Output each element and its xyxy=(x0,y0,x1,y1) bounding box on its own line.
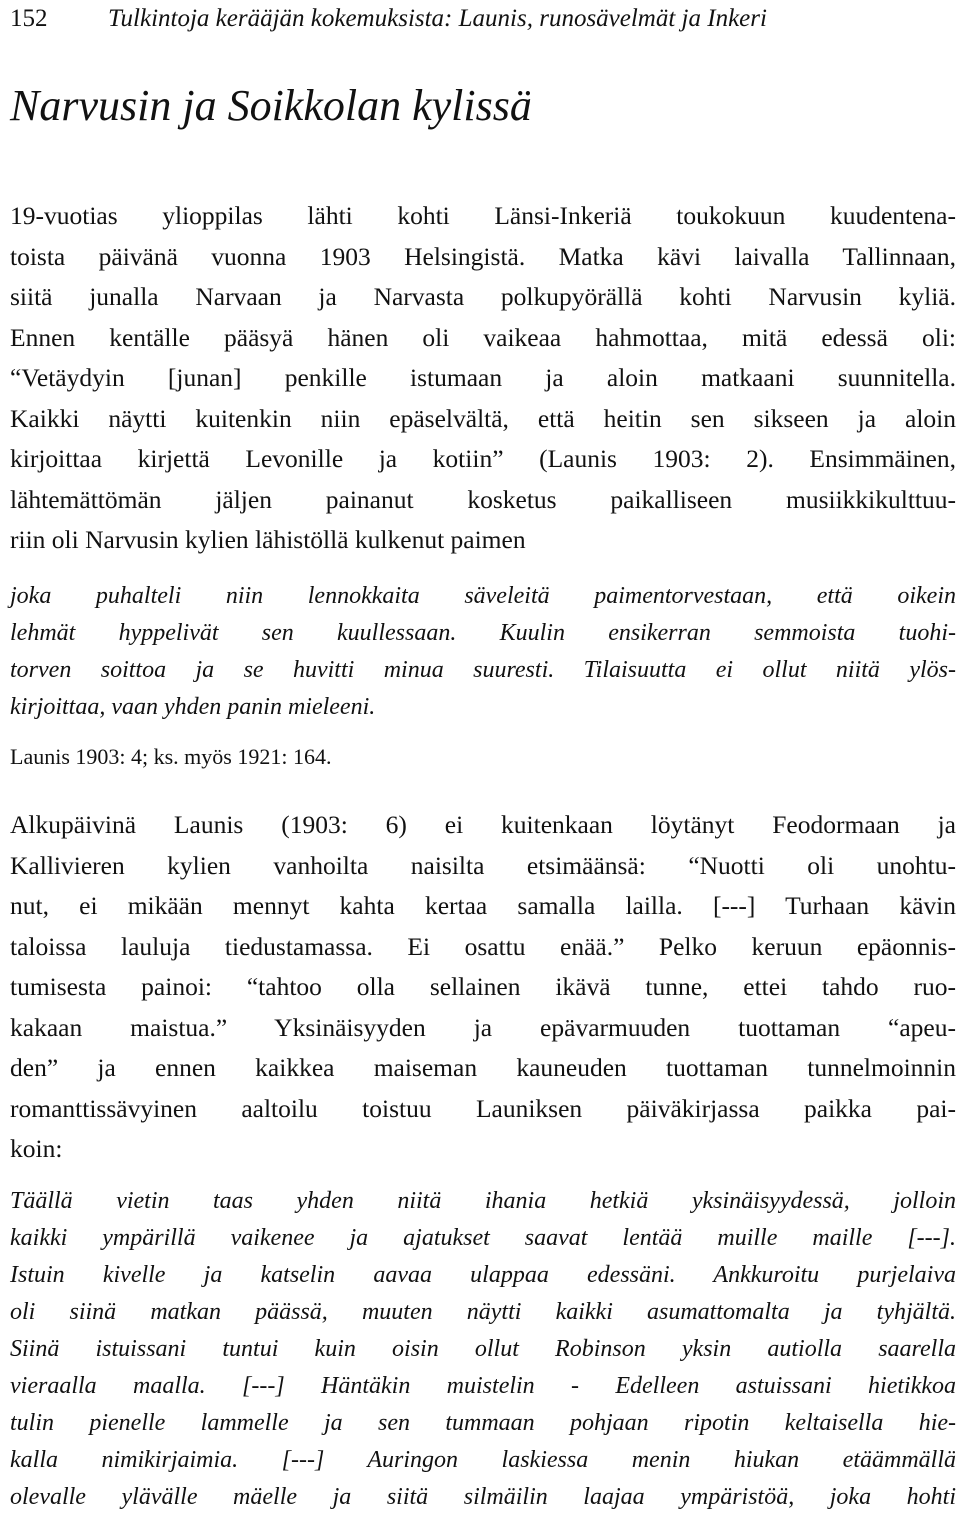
text-line: “Vetäydyin [junan] penkille istumaan ja aloin matkaani suunnitella. xyxy=(10,363,956,392)
quote-line: vieraalla maalla. [---] Häntäkin muistelin - Edelleen astuissani hietikkoa xyxy=(10,1373,956,1399)
quote-line: joka puhalteli niin lennokkaita säveleitä paimentorvestaan, että oikein xyxy=(10,583,956,609)
block-quote-1 xyxy=(10,578,956,726)
quote-line: olevalle ylävälle mäelle ja siitä silmäilin laajaa ympäristöä, joka hohti xyxy=(10,1484,956,1510)
text-line: den” ja ennen kaikkea maiseman kauneuden tuottaman tunnelmoinnin xyxy=(10,1053,956,1082)
page-number: 152 xyxy=(10,5,48,32)
text-line: kirjoittaa kirjettä Levonille ja kotiin” (Launis 1903: 2). Ensimmäinen, xyxy=(10,444,956,473)
quote-line: Siinä istuissani tuntui kuin oisin ollut Robinson yksin autiolla saarella xyxy=(10,1336,956,1362)
text-line: lähtemättömän jäljen painanut kosketus paikalliseen musiikkikulttuu- xyxy=(10,484,956,514)
text-line: Alkupäivinä Launis (1903: 6) ei kuitenkaan löytänyt Feodormaan ja xyxy=(10,810,956,839)
quote-line: torven soittoa ja se huvitti minua suuresti. Tilaisuutta ei ollut niitä ylös- xyxy=(10,657,956,683)
quote-line: kaikki ympärillä vaikenee ja ajatukset saavat lentää muille maille [---]. xyxy=(10,1225,956,1251)
quote-line: kirjoittaa, vaan yhden panin mieleeni. xyxy=(10,694,376,720)
text-line: tumisesta painoi: “tahtoo olla sellainen ikävä tunne, ettei tahdo ruo- xyxy=(10,972,956,1001)
text-line: kakaan maistua.” Yksinäisyyden ja epävarmuuden tuottaman “apeu- xyxy=(10,1012,956,1042)
quote-source: Launis 1903: 4; ks. myös 1921: 164. xyxy=(10,744,332,769)
quote-line: lehmät hyppelivät sen kuullessaan. Kuulin ensikerran semmoista tuohi- xyxy=(10,620,956,646)
text-line: siitä junalla Narvaan ja Narvasta polkupyörällä kohti Narvusin kyliä. xyxy=(10,282,956,311)
text-line: romanttissävyinen aaltoilu toistuu Launiksen päiväkirjassa paikka pai- xyxy=(10,1093,956,1123)
quote-line: kalla nimikirjaimia. [---] Auringon laskiessa menin hiukan etäämmällä xyxy=(10,1447,956,1473)
quote-line: tulin pienelle lammelle ja sen tummaan pohjaan ripotin keltaisella hie- xyxy=(10,1410,956,1436)
text-line: taloissa lauluja tiedustamassa. Ei osattu enää.” Pelko keruun epäonnis- xyxy=(10,931,956,961)
running-head xyxy=(10,4,956,34)
block-quote-2 xyxy=(10,1183,956,1516)
quote-line: oli siinä matkan päässä, muuten näytti kaikki asumattomalta ja tyhjältä. xyxy=(10,1299,956,1325)
quote-line: Täällä vietin taas yhden niitä ihania hetkiä yksinäisyydessä, jolloin xyxy=(10,1188,956,1214)
section-heading: Narvusin ja Soikkolan kylissä xyxy=(10,81,532,130)
body-paragraph-2 xyxy=(10,805,956,1170)
text-line: koin: xyxy=(10,1134,63,1163)
text-line: Kallivieren kylien vanhoilta naisilta etsimäänsä: “Nuotti oli unohtu- xyxy=(10,850,956,880)
text-line: nut, ei mikään mennyt kahta kertaa samalla lailla. [---] Turhaan kävin xyxy=(10,891,956,920)
text-line: Kaikki näytti kuitenkin niin epäselvältä, että heitin sen sikseen ja aloin xyxy=(10,403,956,433)
running-title: Tulkintoja kerääjän kokemuksista: Launis, runosävelmät ja Inkeri xyxy=(108,5,767,32)
text-line: Ennen kentälle pääsyä hänen oli vaikeaa hahmottaa, mitä edessä oli: xyxy=(10,322,956,352)
text-line: 19-vuotias ylioppilas lähti kohti Länsi-Inkeriä toukokuun kuudentena- xyxy=(10,201,956,230)
body-paragraph-1 xyxy=(10,196,956,561)
text-line: toista päivänä vuonna 1903 Helsingistä. Matka kävi laivalla Tallinnaan, xyxy=(10,241,956,271)
quote-line: Istuin kivelle ja katselin aavaa ulappaa edessäni. Ankkuroitu purjelaiva xyxy=(10,1262,956,1288)
text-line: riin oli Narvusin kylien lähistöllä kulkenut paimen xyxy=(10,525,526,554)
